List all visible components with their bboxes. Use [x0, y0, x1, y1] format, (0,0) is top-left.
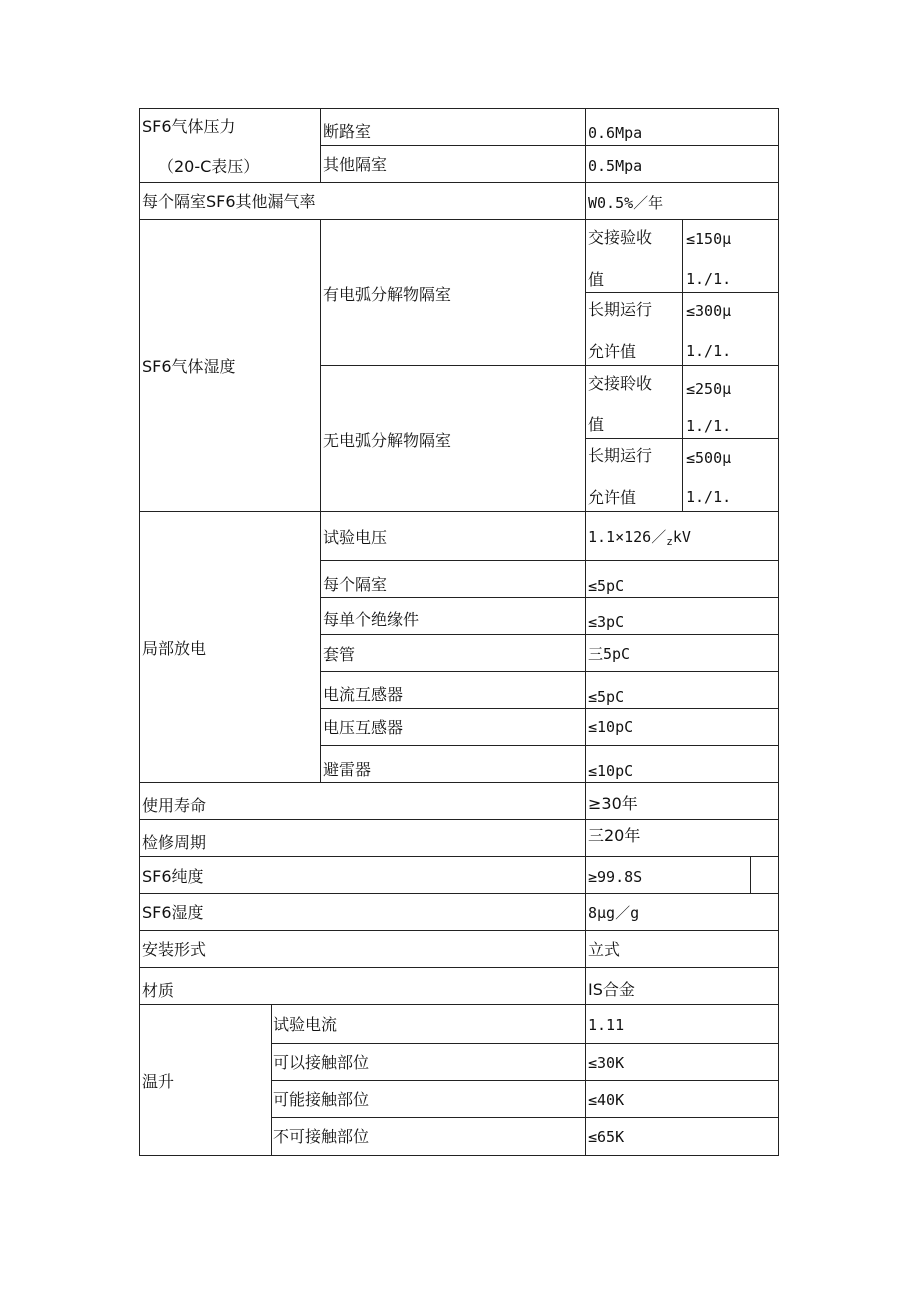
- simple-row-label: 检修周期: [142, 833, 207, 852]
- pd-row-name: 每个隔室: [323, 575, 388, 594]
- pd-voltage-value: [588, 527, 691, 552]
- pd-row-name: 套管: [323, 645, 356, 664]
- humidity-item-value: 1./1.: [686, 417, 732, 435]
- temp-row-name: 试验电流: [273, 1015, 338, 1034]
- simple-row-label: SF6湿度: [142, 903, 204, 922]
- humidity-item-value: ≤300μ: [686, 302, 732, 320]
- table-border-top: [139, 108, 779, 109]
- temp-row-value: ≤65K: [588, 1128, 625, 1146]
- row-divider: [320, 560, 779, 561]
- humidity-item-name: 允许值: [588, 488, 637, 507]
- pressure-label-line2: （20-C表压）: [158, 157, 260, 176]
- simple-row-value: IS合金: [588, 980, 635, 999]
- row-divider: [585, 292, 779, 293]
- pd-voltage-sub: z: [666, 535, 673, 548]
- row-divider: [139, 219, 779, 220]
- humidity-item-name: 交接验收: [588, 228, 653, 247]
- row-divider: [139, 782, 779, 783]
- row-divider: [585, 438, 779, 439]
- humidity-label: SF6气体湿度: [142, 357, 236, 376]
- simple-row-value: 8μg／g: [588, 904, 640, 922]
- col-divider: [585, 108, 586, 1156]
- pd-row-name: 电压互感器: [323, 718, 404, 737]
- humidity-group-name: 有电弧分解物隔室: [323, 285, 452, 304]
- pd-voltage-name: 试验电压: [323, 528, 388, 547]
- row-divider: [139, 1004, 779, 1005]
- pd-row-value: ≤10pC: [588, 718, 634, 736]
- row-divider: [139, 856, 779, 857]
- row-divider: [320, 634, 779, 635]
- row-divider: [271, 1117, 779, 1118]
- simple-row-value: ≥30年: [588, 794, 638, 813]
- row-divider: [139, 182, 779, 183]
- row-divider: [320, 671, 779, 672]
- temp-row-name: 不可接触部位: [273, 1127, 370, 1146]
- row-divider: [320, 708, 779, 709]
- humidity-item-name: 交接聆收: [588, 374, 653, 393]
- simple-row-label: 使用寿命: [142, 796, 207, 815]
- pd-row-name: 每单个绝缘件: [323, 610, 420, 629]
- pressure-label-line1: SF6气体压力: [142, 117, 236, 136]
- row-divider: [139, 893, 779, 894]
- humidity-item-value: 1./1.: [686, 488, 732, 506]
- pd-row-value: ≤10pC: [588, 762, 634, 780]
- table-border-bottom: [139, 1155, 779, 1156]
- humidity-group-name: 无电弧分解物隔室: [323, 431, 452, 450]
- pressure-row-name: 其他隔室: [323, 155, 388, 174]
- humidity-item-value: 1./1.: [686, 342, 732, 360]
- temp-row-name: 可以接触部位: [273, 1053, 370, 1072]
- pd-row-value: ≤3pC: [588, 613, 625, 631]
- col-divider: [320, 219, 321, 782]
- col-divider: [750, 856, 751, 893]
- pd-row-value: ≤5pC: [588, 577, 625, 595]
- row-divider: [271, 1080, 779, 1081]
- humidity-item-value: 1./1.: [686, 270, 732, 288]
- row-divider: [320, 745, 779, 746]
- humidity-item-value: ≤500μ: [686, 449, 732, 467]
- row-divider: [139, 930, 779, 931]
- pressure-row-name: 断路室: [323, 122, 372, 141]
- pressure-row-value: 0.6Mpa: [588, 124, 643, 142]
- pd-voltage-main: 1.1×126／: [588, 528, 667, 546]
- pd-row-name: 避雷器: [323, 760, 372, 779]
- row-divider: [320, 365, 779, 366]
- humidity-item-name: 值: [588, 415, 605, 434]
- simple-row-label: SF6纯度: [142, 867, 204, 886]
- humidity-item-value: ≤150μ: [686, 230, 732, 248]
- pd-row-value: 三5pC: [588, 645, 631, 663]
- table-border-left: [139, 108, 140, 1156]
- humidity-item-name: 允许值: [588, 342, 637, 361]
- simple-row-value: ≥99.8S: [588, 868, 643, 886]
- row-divider: [320, 597, 779, 598]
- row-divider: [271, 1043, 779, 1044]
- leak-value: W0.5%／年: [588, 194, 664, 212]
- simple-row-label: 安装形式: [142, 940, 207, 959]
- humidity-item-name: 长期运行: [588, 300, 653, 319]
- pressure-row-value: 0.5Mpa: [588, 157, 643, 175]
- temp-row-value: ≤40K: [588, 1091, 625, 1109]
- humidity-item-value: ≤250μ: [686, 380, 732, 398]
- temp-row-value: 1.11: [588, 1016, 625, 1034]
- temp-row-value: ≤30K: [588, 1054, 625, 1072]
- simple-row-value: 三20年: [588, 826, 641, 845]
- row-divider: [320, 145, 779, 146]
- leak-label: 每个隔室SF6其他漏气率: [142, 192, 316, 211]
- row-divider: [139, 819, 779, 820]
- temp-row-name: 可能接触部位: [273, 1090, 370, 1109]
- table-border-right: [778, 108, 779, 1156]
- row-divider: [139, 511, 779, 512]
- pd-row-value: ≤5pC: [588, 688, 625, 706]
- pd-label: 局部放电: [142, 639, 207, 658]
- simple-row-value: 立式: [588, 940, 621, 959]
- simple-row-label: 材质: [142, 981, 175, 1000]
- pd-voltage-unit: kV: [672, 528, 691, 546]
- pd-row-name: 电流互感器: [323, 685, 404, 704]
- temp-label: 温升: [142, 1072, 175, 1091]
- humidity-item-name: 值: [588, 270, 605, 289]
- humidity-item-name: 长期运行: [588, 446, 653, 465]
- row-divider: [139, 967, 779, 968]
